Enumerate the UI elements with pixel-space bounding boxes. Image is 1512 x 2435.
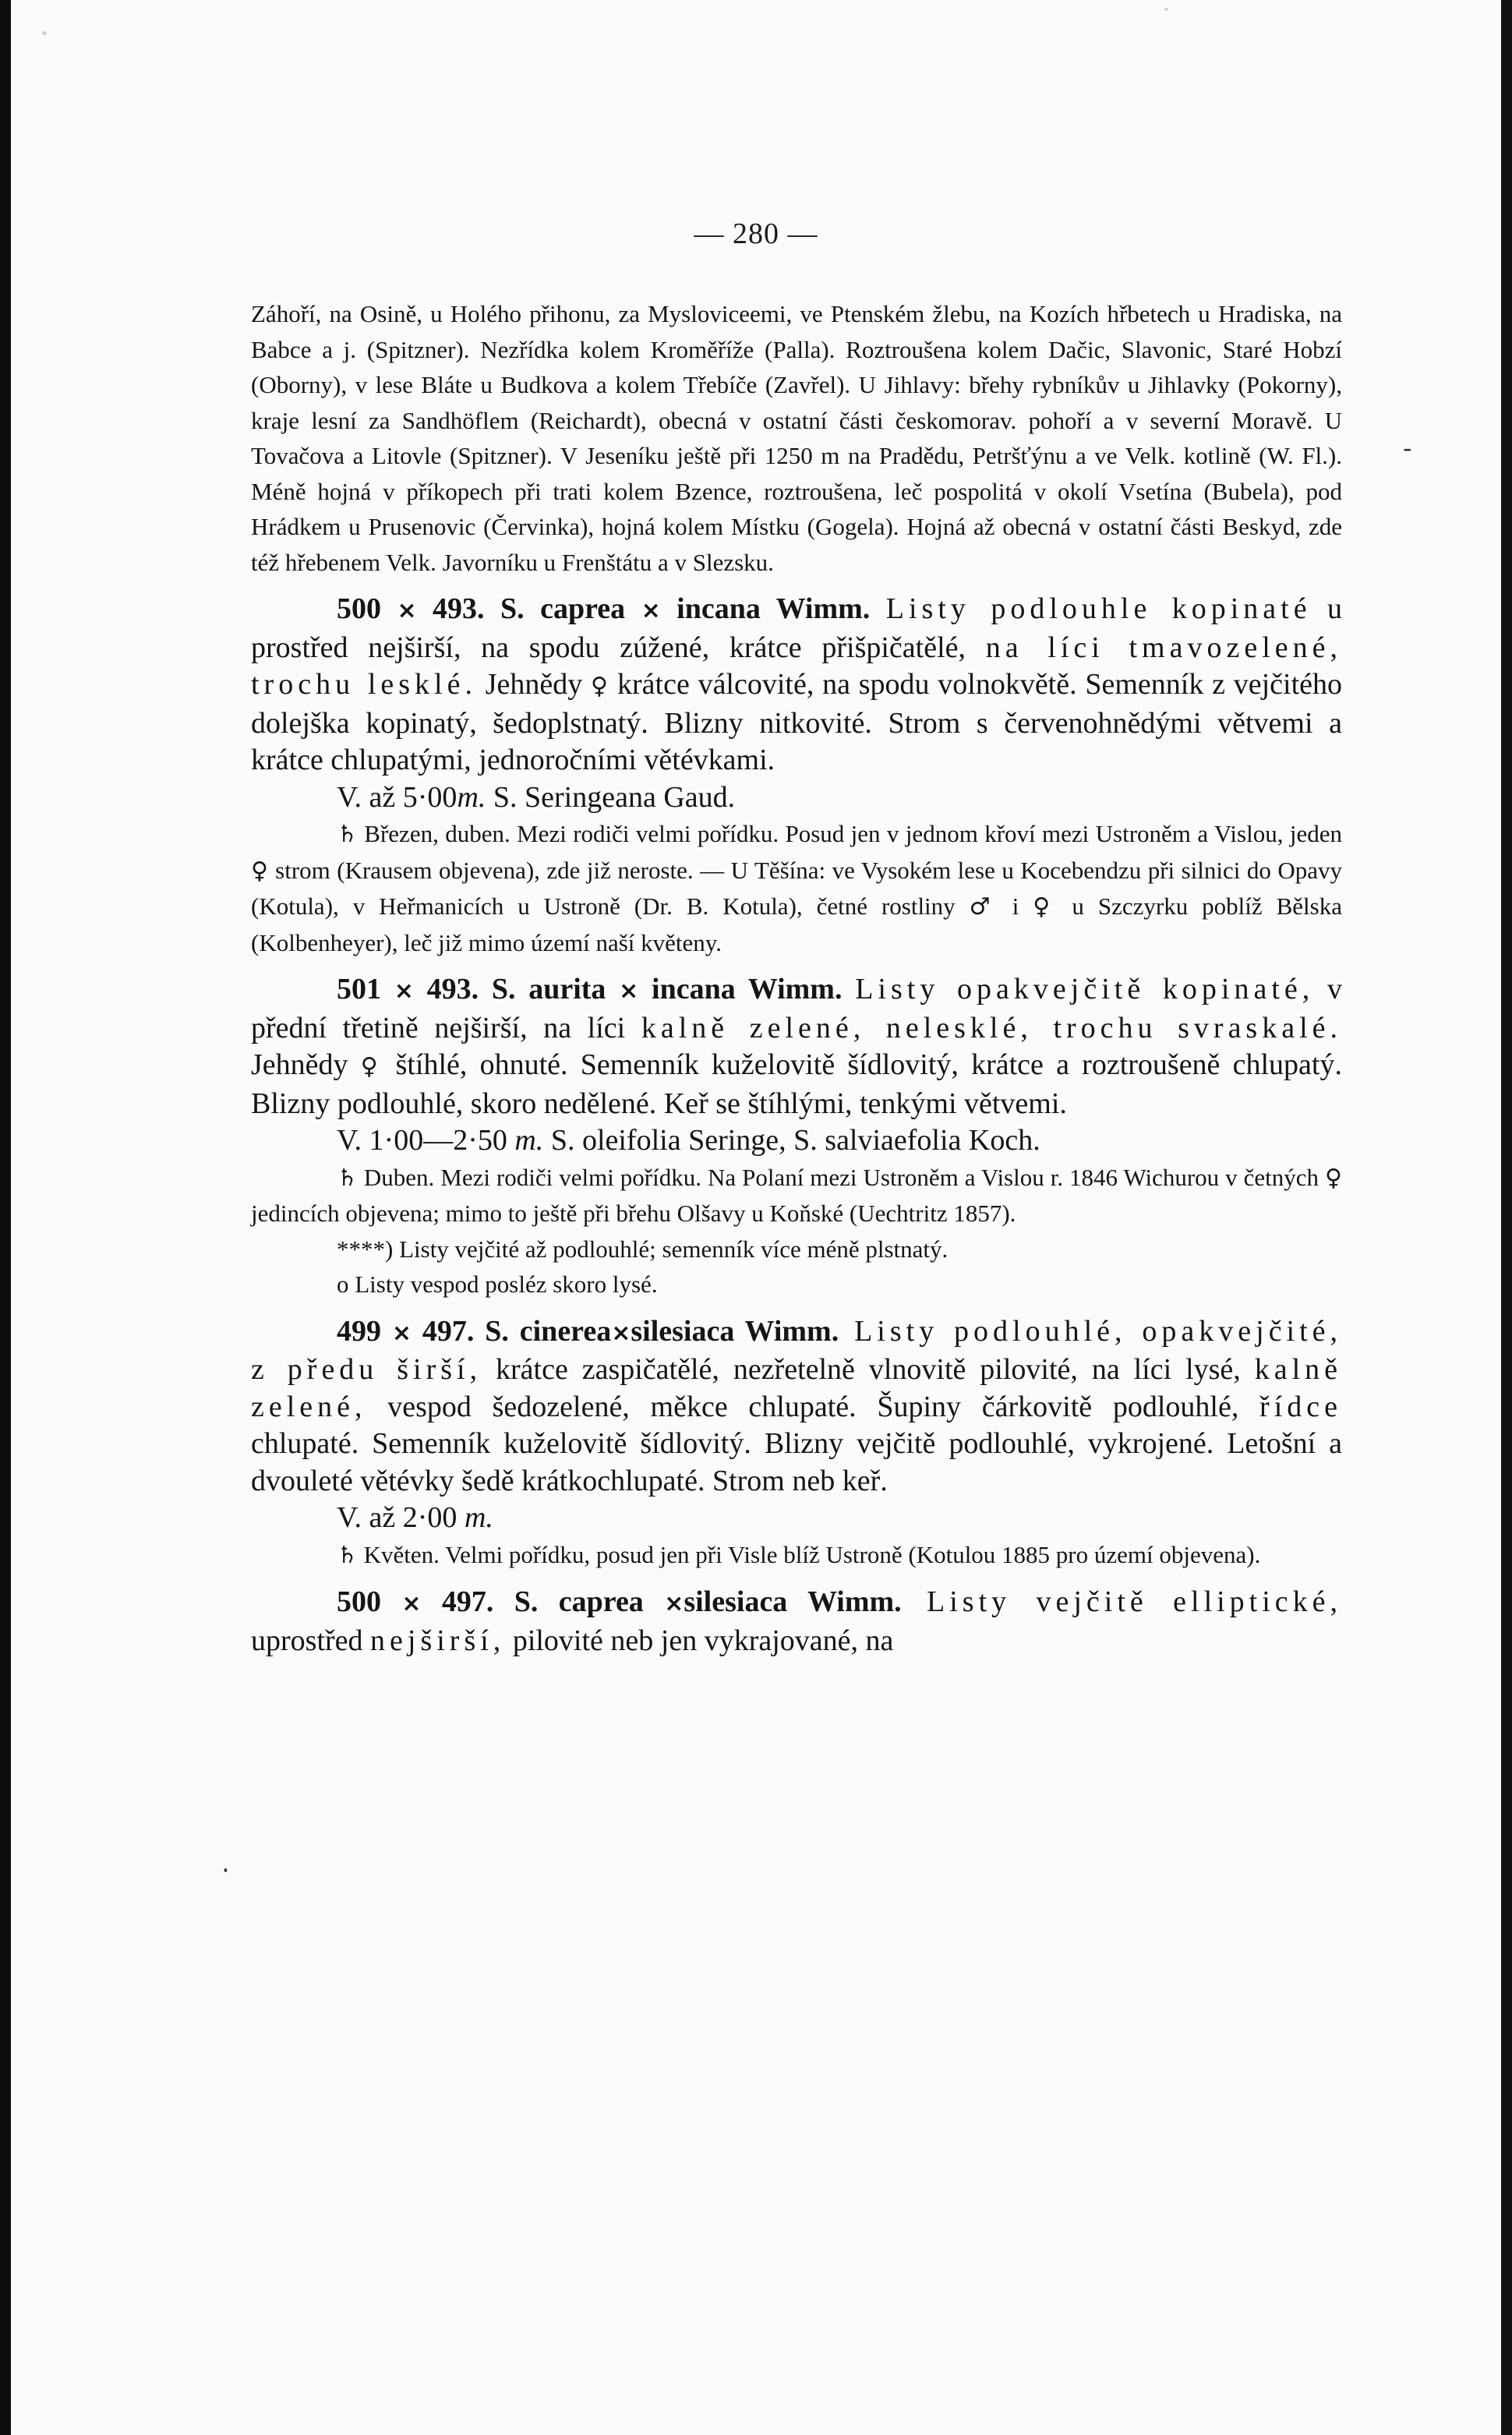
entry-500x493-notes: ♄ Březen, duben. Mezi rodiči velmi pořídku. Posud jen v jednom křoví mezi Ustroněm a Vislou, jeden ♀ strom (Krausem objevena), zde již neroste. — U Těšína: ve Vysokém lese u Kocebendzu při silnici do Opavy (Kotula), v Heřmanicích u Ustroně (Dr. B. Kotula), četné rostliny ♂ i ♀ u Szczyrku poblíž Bělska (Kolbenheyer), leč již mimo území naší květeny. (251, 820, 1342, 956)
entry-heading: 501 × 493. S. aurita × incana Wimm. (337, 973, 843, 1005)
entry-500x497: 500 × 497. S. caprea ×silesiaca Wimm. Listy vejčitě elliptické, uprostřed nejširší, pilovité neb jen vykrajované, na (251, 1585, 1343, 1657)
entry-499x497: 499 × 497. S. cinerea×silesiaca Wimm. Listy podlouhlé, opakvejčité, z předu širší, krátce zaspičatělé, nezřetelně vlnovitě pilovité, na líci lysé, kalně zelené, vespod šedozelené, měkce chlupaté. Šupiny čárkovitě podlouhlé, řídce chlupaté. Semenník kuželovitě šídlovitý. Blizny vejčitě podlouhlé, vykrojené. Letošní a dvouleté větévky šedě krátkochlupaté. Strom neb keř. (251, 1314, 1343, 1497)
footnote-2: o Listy vespod posléz skoro lysé. (337, 1271, 658, 1298)
page-number: — 280 — (694, 217, 818, 250)
footnote-1: ****) Listy vejčité až podlouhlé; semenník více méně plstnatý. (337, 1235, 949, 1263)
entry-501x493: 501 × 493. S. aurita × incana Wimm. Listy opakvejčitě kopinaté, v přední třetině nejširší, na líci kalně zelené, nelesklé, trochu svraskalé. Jehnědy ♀ štíhlé, ohnuté. Semenník kuželovitě šídlovitý, krátce a roztroušeně chlupatý. Blizny podlouhlé, skoro nedělené. Keř se štíhlými, tenkými větvemi. (251, 973, 1343, 1120)
entry-heading: 500 × 493. S. caprea × incana Wimm. (337, 592, 871, 625)
page-content (251, 296, 1342, 1659)
scan-edge-left (0, 0, 11, 2435)
scan-edge-right (1501, 0, 1512, 2435)
female-symbol: ♀ (591, 673, 609, 700)
male-symbol: ♂ (969, 893, 998, 921)
female-symbol: ♀ (251, 857, 269, 885)
female-symbol: ♀ (360, 1053, 383, 1080)
entry-501x493-height: V. 1·00—2·50 m. S. oleifolia Seringe, S. salviaefolia Koch. (337, 1124, 1040, 1157)
shrub-icon: ♄ (337, 1164, 358, 1192)
paragraph-localities: Záhoří, na Osině, u Holého přihonu, za Mysloviceemi, ve Ptenském žlebu, na Kozích hřbetech u Hradiska, na Babce a j. (Spitzner). Nezřídka kolem Kroměříže (Palla). Roztroušena kolem Dačic, Slavonic, Staré Hobzí (Oborny), v lese Bláte u Budkova a kolem Třebíče (Zavřel). U Jihlavy: břehy rybníkův u Jihlavky (Pokorny), kraje lesní za Sandhöflem (Reichardt), obecná v ostatní části českomorav. pohoří a v severní Moravě. U Tovačova a Litovle (Spitzner). V Jeseníku ještě při 1250 m na Pradědu, Petršťýnu a ve Velk. kotlině (W. Fl.). Méně hojná v příkopech při trati kolem Bzence, roztroušena, leč pospolitá v okolí Vsetína (Bubela), pod Hrádkem u Prusenovic (Červinka), hojná kolem Místku (Gogela). Hojná až obecná v ostatní části Beskyd, zde též hřebenem Velk. Javorníku u Frenštátu a v Slezsku. (251, 300, 1342, 576)
scan-speck (42, 31, 47, 35)
page (11, 0, 1501, 2435)
female-symbol: ♀ (1033, 893, 1058, 921)
shrub-icon: ♄ (337, 1541, 358, 1569)
entry-heading: 500 × 497. S. caprea ×silesiaca Wimm. (337, 1585, 902, 1618)
entry-501x493-notes: ♄ Duben. Mezi rodiči velmi pořídku. Na Polaní mezi Ustroněm a Vislou r. 1846 Wichurou v četných ♀ jedincích objevena; mimo to ještě při břehu Olšavy u Koňské (Uechtritz 1857). (251, 1163, 1342, 1227)
entry-499x497-height: V. až 2·00 m. (337, 1501, 493, 1534)
scan-speck (1164, 8, 1168, 11)
margin-mark-right: - (1403, 433, 1412, 463)
entry-499x497-notes: ♄ Květen. Velmi pořídku, posud jen při Visle blíž Ustroně (Kotulou 1885 pro území objevena). (337, 1540, 1261, 1569)
margin-mark-left: · (221, 1855, 230, 1886)
female-symbol: ♀ (1325, 1164, 1342, 1192)
entry-500x493-height: V. až 5·00m. S. Seringeana Gaud. (337, 780, 736, 814)
entry-500x493: 500 × 493. S. caprea × incana Wimm. Listy podlouhle kopinaté u prostřed nejširší, na spodu zúžené, krátce přišpičatělé, na líci tmavozelené, trochu lesklé. Jehnědy ♀ krátce válcovité, na spodu volnokvětě. Semenník z vejčitého dolejška kopinatý, šedoplstnatý. Blizny nitkovité. Strom s červenohnědými větvemi a krátce chlupatými, jednoročními větévkami. (251, 592, 1343, 776)
entry-heading: 499 × 497. S. cinerea×silesiaca Wimm. (337, 1314, 839, 1348)
tree-icon: ♄ (337, 821, 358, 848)
